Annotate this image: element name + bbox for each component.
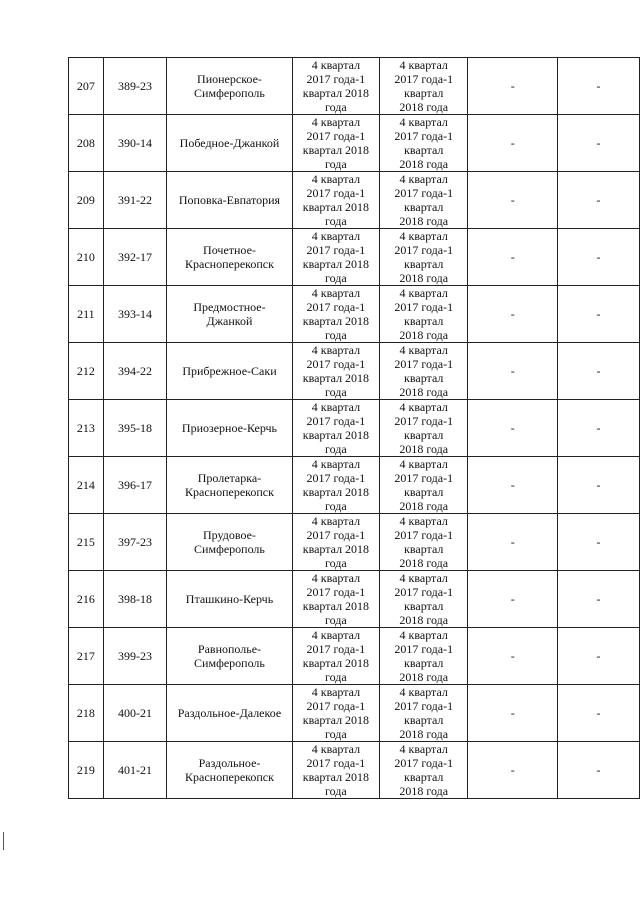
table-row (69, 571, 640, 628)
route-code-cell: 395-18 (103, 400, 166, 457)
route-name-cell: Пионерское- Симферополь (167, 58, 293, 115)
dash-cell: - (468, 400, 558, 457)
route-code-cell: 393-14 (103, 286, 166, 343)
start-period-cell: 4 квартал 2017 года-1 квартал 2018 года (292, 742, 379, 799)
end-period-cell: 4 квартал 2017 года-1 квартал 2018 года (380, 172, 468, 229)
end-period-cell: 4 квартал 2017 года-1 квартал 2018 года (380, 628, 468, 685)
dash-cell: - (558, 685, 640, 742)
start-period-cell: 4 квартал 2017 года-1 квартал 2018 года (292, 571, 379, 628)
table-row (69, 172, 640, 229)
row-number-cell: 214 (69, 457, 104, 514)
dash-cell: - (558, 400, 640, 457)
start-period-cell: 4 квартал 2017 года-1 квартал 2018 года (292, 514, 379, 571)
table-row (69, 115, 640, 172)
route-code-cell: 398-18 (103, 571, 166, 628)
table-row (69, 343, 640, 400)
route-code-cell: 390-14 (103, 115, 166, 172)
route-code-cell: 400-21 (103, 685, 166, 742)
route-name-cell: Приозерное-Керчь (167, 400, 293, 457)
table-row (69, 286, 640, 343)
route-name-cell: Раздольное- Красноперекопск (167, 742, 293, 799)
dash-cell: - (468, 286, 558, 343)
start-period-cell: 4 квартал 2017 года-1 квартал 2018 года (292, 400, 379, 457)
margin-mark (3, 832, 4, 850)
dash-cell: - (558, 172, 640, 229)
dash-cell: - (468, 457, 558, 514)
route-name-cell: Пролетарка- Красноперекопск (167, 457, 293, 514)
dash-cell: - (468, 343, 558, 400)
row-number-cell: 212 (69, 343, 104, 400)
route-name-cell: Победное-Джанкой (167, 115, 293, 172)
start-period-cell: 4 квартал 2017 года-1 квартал 2018 года (292, 58, 379, 115)
route-name-cell: Прибрежное-Саки (167, 343, 293, 400)
row-number-cell: 209 (69, 172, 104, 229)
start-period-cell: 4 квартал 2017 года-1 квартал 2018 года (292, 286, 379, 343)
dash-cell: - (468, 628, 558, 685)
dash-cell: - (558, 286, 640, 343)
start-period-cell: 4 квартал 2017 года-1 квартал 2018 года (292, 229, 379, 286)
route-code-cell: 397-23 (103, 514, 166, 571)
route-name-cell: Почетное- Красноперекопск (167, 229, 293, 286)
dash-cell: - (558, 628, 640, 685)
dash-cell: - (558, 343, 640, 400)
end-period-cell: 4 квартал 2017 года-1 квартал 2018 года (380, 400, 468, 457)
route-name-cell: Раздольное-Далекое (167, 685, 293, 742)
row-number-cell: 217 (69, 628, 104, 685)
dash-cell: - (558, 229, 640, 286)
dash-cell: - (468, 172, 558, 229)
route-code-cell: 401-21 (103, 742, 166, 799)
end-period-cell: 4 квартал 2017 года-1 квартал 2018 года (380, 742, 468, 799)
dash-cell: - (558, 58, 640, 115)
row-number-cell: 219 (69, 742, 104, 799)
dash-cell: - (558, 514, 640, 571)
end-period-cell: 4 квартал 2017 года-1 квартал 2018 года (380, 343, 468, 400)
route-name-cell: Прудовое- Симферополь (167, 514, 293, 571)
table-row (69, 58, 640, 115)
route-code-cell: 389-23 (103, 58, 166, 115)
end-period-cell: 4 квартал 2017 года-1 квартал 2018 года (380, 571, 468, 628)
row-number-cell: 211 (69, 286, 104, 343)
dash-cell: - (468, 58, 558, 115)
dash-cell: - (558, 742, 640, 799)
end-period-cell: 4 квартал 2017 года-1 квартал 2018 года (380, 229, 468, 286)
table-row (69, 400, 640, 457)
route-code-cell: 396-17 (103, 457, 166, 514)
row-number-cell: 208 (69, 115, 104, 172)
table-row (69, 229, 640, 286)
route-name-cell: Пташкино-Керчь (167, 571, 293, 628)
route-code-cell: 392-17 (103, 229, 166, 286)
end-period-cell: 4 квартал 2017 года-1 квартал 2018 года (380, 115, 468, 172)
start-period-cell: 4 квартал 2017 года-1 квартал 2018 года (292, 343, 379, 400)
dash-cell: - (468, 229, 558, 286)
routes-table (68, 57, 640, 799)
row-number-cell: 207 (69, 58, 104, 115)
end-period-cell: 4 квартал 2017 года-1 квартал 2018 года (380, 286, 468, 343)
end-period-cell: 4 квартал 2017 года-1 квартал 2018 года (380, 514, 468, 571)
row-number-cell: 213 (69, 400, 104, 457)
dash-cell: - (468, 571, 558, 628)
route-code-cell: 391-22 (103, 172, 166, 229)
table-row (69, 514, 640, 571)
dash-cell: - (468, 685, 558, 742)
route-code-cell: 394-22 (103, 343, 166, 400)
dash-cell: - (558, 571, 640, 628)
dash-cell: - (468, 514, 558, 571)
dash-cell: - (468, 742, 558, 799)
routes-table-body (69, 58, 640, 799)
end-period-cell: 4 квартал 2017 года-1 квартал 2018 года (380, 457, 468, 514)
end-period-cell: 4 квартал 2017 года-1 квартал 2018 года (380, 58, 468, 115)
dash-cell: - (558, 457, 640, 514)
table-row (69, 742, 640, 799)
start-period-cell: 4 квартал 2017 года-1 квартал 2018 года (292, 628, 379, 685)
route-name-cell: Равнополье- Симферополь (167, 628, 293, 685)
start-period-cell: 4 квартал 2017 года-1 квартал 2018 года (292, 172, 379, 229)
route-code-cell: 399-23 (103, 628, 166, 685)
start-period-cell: 4 квартал 2017 года-1 квартал 2018 года (292, 457, 379, 514)
route-name-cell: Поповка-Евпатория (167, 172, 293, 229)
row-number-cell: 218 (69, 685, 104, 742)
start-period-cell: 4 квартал 2017 года-1 квартал 2018 года (292, 115, 379, 172)
end-period-cell: 4 квартал 2017 года-1 квартал 2018 года (380, 685, 468, 742)
route-name-cell: Предмостное- Джанкой (167, 286, 293, 343)
start-period-cell: 4 квартал 2017 года-1 квартал 2018 года (292, 685, 379, 742)
row-number-cell: 210 (69, 229, 104, 286)
table-row (69, 628, 640, 685)
row-number-cell: 216 (69, 571, 104, 628)
dash-cell: - (468, 115, 558, 172)
table-row (69, 457, 640, 514)
row-number-cell: 215 (69, 514, 104, 571)
dash-cell: - (558, 115, 640, 172)
table-row (69, 685, 640, 742)
